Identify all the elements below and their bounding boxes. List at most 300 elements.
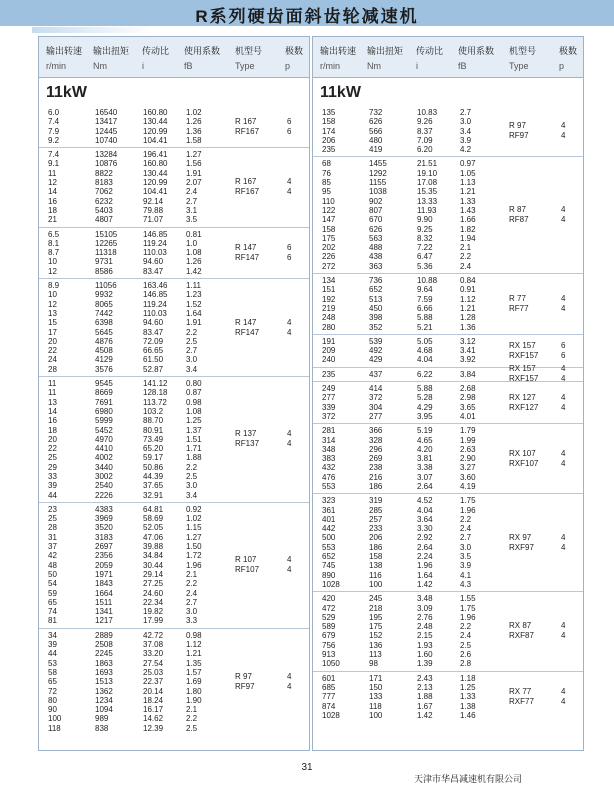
poles-cell: [561, 341, 565, 361]
cell-factor: 2.4: [460, 631, 472, 641]
cell-ratio: 50.86: [143, 462, 164, 472]
cell-ratio: 2.76: [417, 612, 433, 622]
header-ratio: 传动比: [142, 46, 170, 56]
cell-ratio: 6.20: [417, 145, 433, 155]
cell-ratio: 12.39: [143, 723, 164, 733]
table-row: [313, 346, 583, 355]
table-row: [39, 388, 309, 397]
cell-ratio: 71.07: [143, 215, 164, 225]
poles-value: 6: [287, 126, 292, 136]
poles-value: 4: [287, 177, 292, 187]
cell-torque: 372: [369, 393, 383, 403]
cell-ratio: 72.09: [143, 336, 164, 346]
cell-factor: 2.7: [460, 108, 472, 117]
cell-ratio: 37.65: [143, 481, 164, 491]
table-row: [39, 668, 309, 677]
table-row: [313, 187, 583, 196]
cell-factor: 3.0: [460, 117, 472, 127]
cell-torque: 238: [369, 463, 383, 473]
cell-torque: 245: [369, 594, 383, 604]
table-row: [313, 403, 583, 412]
table-row: [313, 145, 583, 154]
cell-torque: 13284: [95, 150, 118, 160]
cell-speed: 81: [48, 616, 57, 626]
cell-ratio: 5.05: [417, 336, 433, 346]
cell-factor: 0.91: [460, 285, 476, 295]
poles-value: 6: [561, 340, 566, 350]
cell-speed: 100: [48, 714, 62, 724]
type-value: RXF157: [509, 350, 539, 360]
cell-speed: 219: [322, 303, 336, 313]
cell-factor: 2.68: [460, 384, 476, 394]
cell-ratio: 3.48: [417, 594, 433, 604]
type-value: RF97: [235, 681, 255, 691]
poles-value: 4: [287, 327, 292, 337]
type-value: R 87: [509, 205, 526, 215]
cell-torque: 626: [369, 224, 383, 234]
header-type: 机型号: [235, 46, 263, 56]
cell-ratio: 1.67: [417, 701, 433, 711]
cell-factor: 1.72: [186, 551, 202, 561]
cell-speed: 209: [322, 346, 336, 356]
cell-torque: 3520: [95, 523, 113, 533]
cell-factor: 2.8: [460, 659, 472, 669]
cell-speed: 192: [322, 294, 336, 304]
poles-cell: [561, 533, 565, 553]
cell-speed: 383: [322, 454, 336, 464]
cell-speed: 16: [48, 416, 57, 426]
cell-speed: 913: [322, 650, 336, 660]
table-row: [39, 505, 309, 514]
table-row: [39, 215, 309, 224]
table-row: [39, 696, 309, 705]
cell-torque: 10876: [95, 159, 118, 169]
cell-speed: 174: [322, 126, 336, 136]
type-value: RF87: [509, 215, 529, 225]
cell-factor: 2.2: [186, 327, 198, 337]
table-row: [39, 407, 309, 416]
cell-ratio: 9.90: [417, 215, 433, 225]
type-value: RX 157: [509, 364, 536, 374]
cell-factor: 3.5: [460, 552, 472, 562]
table-row: [39, 542, 309, 551]
cell-speed: 745: [322, 561, 336, 571]
poles-value: 4: [287, 439, 292, 449]
table-row: [313, 580, 583, 589]
cell-factor: 3.41: [460, 346, 476, 356]
cell-ratio: 1.60: [417, 650, 433, 660]
cell-ratio: 160.80: [143, 159, 168, 169]
cell-factor: 1.42: [186, 266, 202, 276]
cell-speed: 777: [322, 692, 336, 702]
table-row: [39, 514, 309, 523]
cell-speed: 1028: [322, 579, 340, 589]
cell-torque: 4383: [95, 504, 113, 514]
cell-ratio: 3.38: [417, 463, 433, 473]
cell-speed: 44: [48, 490, 57, 500]
cell-torque: 100: [369, 579, 383, 589]
cell-ratio: 17.99: [143, 616, 164, 626]
header-output-torque-unit: Nm: [93, 61, 107, 71]
table-row: [313, 613, 583, 622]
cell-ratio: 39.88: [143, 542, 164, 552]
cell-torque: 2226: [95, 490, 113, 500]
cell-ratio: 58.69: [143, 514, 164, 524]
table-row: [313, 215, 583, 224]
table-row: [39, 365, 309, 374]
cell-ratio: 1.88: [417, 692, 433, 702]
table-row: [313, 631, 583, 640]
cell-factor: 3.12: [460, 336, 476, 346]
cell-torque: 4508: [95, 346, 113, 356]
poles-value: 4: [561, 374, 566, 384]
cell-factor: 1.18: [460, 673, 476, 683]
cell-torque: 7442: [95, 308, 113, 318]
poles-cell: [561, 294, 565, 314]
cell-speed: 6.0: [48, 108, 60, 117]
company-name: 天津市华昌减速机有限公司: [413, 774, 522, 784]
cell-factor: 2.2: [186, 579, 198, 589]
cell-factor: 1.71: [186, 444, 202, 454]
table-row: [39, 346, 309, 355]
cell-factor: 1.52: [186, 299, 202, 309]
cell-factor: 1.21: [460, 303, 476, 313]
cell-ratio: 88.70: [143, 416, 164, 426]
cell-ratio: 30.44: [143, 560, 164, 570]
type-cell: [509, 205, 529, 225]
cell-factor: 1.69: [186, 677, 202, 687]
table-row: [39, 150, 309, 159]
cell-ratio: 146.85: [143, 290, 168, 300]
cell-factor: 4.3: [460, 579, 472, 589]
type-value: R 77: [509, 293, 526, 303]
cell-torque: 414: [369, 384, 383, 394]
cell-factor: 1.58: [186, 135, 202, 145]
cell-ratio: 25.03: [143, 667, 164, 677]
cell-speed: 44: [48, 649, 57, 659]
cell-factor: 0.98: [186, 630, 202, 640]
type-value: RF137: [235, 439, 260, 449]
cell-speed: 25: [48, 514, 57, 524]
cell-ratio: 5.19: [417, 426, 433, 436]
cell-ratio: 2.64: [417, 481, 433, 491]
cell-torque: 8586: [95, 266, 113, 276]
table-row: [313, 445, 583, 454]
cell-ratio: 146.85: [143, 229, 168, 239]
table-row: [39, 453, 309, 462]
poles-value: 4: [561, 205, 566, 215]
cell-torque: 450: [369, 303, 383, 313]
cell-torque: 2059: [95, 560, 113, 570]
cell-torque: 1863: [95, 658, 113, 668]
cell-torque: 206: [369, 533, 383, 543]
cell-factor: 1.28: [460, 313, 476, 323]
header-type-unit: Type: [235, 61, 255, 71]
cell-torque: 4410: [95, 444, 113, 454]
cell-ratio: 110.03: [143, 308, 167, 318]
type-value: RX 127: [509, 392, 536, 402]
cell-factor: 1.21: [186, 649, 202, 659]
table-row: [313, 393, 583, 402]
cell-ratio: 22.34: [143, 597, 164, 607]
cell-speed: 65: [48, 597, 57, 607]
table-row: [313, 197, 583, 206]
cell-speed: 23: [48, 504, 57, 514]
cell-speed: 6.5: [48, 229, 60, 239]
cell-torque: 16540: [95, 108, 118, 117]
cell-speed: 202: [322, 243, 336, 253]
cell-ratio: 6.66: [417, 303, 433, 313]
cell-speed: 65: [48, 677, 57, 687]
cell-factor: 3.65: [460, 402, 476, 412]
cell-factor: 2.5: [186, 336, 198, 346]
cell-speed: 10: [48, 257, 57, 267]
cell-speed: 39: [48, 481, 57, 491]
cell-speed: 37: [48, 542, 57, 552]
type-value: RX 157: [509, 340, 536, 350]
cell-factor: 2.90: [460, 454, 476, 464]
cell-factor: 1.43: [460, 205, 476, 215]
cell-factor: 1.38: [460, 701, 476, 711]
table-row: [39, 551, 309, 560]
cell-ratio: 9.26: [417, 117, 433, 127]
table-row: [39, 248, 309, 257]
group-rows: [39, 377, 309, 502]
right-table-panel: [312, 36, 584, 751]
cell-factor: 1.90: [186, 695, 202, 705]
cell-torque: 2245: [95, 649, 113, 659]
cell-ratio: 3.64: [417, 514, 433, 524]
cell-factor: 1.05: [460, 168, 476, 178]
cell-speed: 18: [48, 425, 57, 435]
table-row: [39, 677, 309, 686]
cell-ratio: 21.51: [417, 159, 438, 169]
table-row: [313, 515, 583, 524]
table-row: [313, 692, 583, 701]
cell-speed: 500: [322, 533, 336, 543]
cell-factor: 1.12: [460, 294, 476, 304]
table-row: [313, 454, 583, 463]
poles-value: 4: [287, 187, 292, 197]
header-output-torque: 输出扭矩: [93, 46, 130, 56]
cell-torque: 3576: [95, 364, 113, 374]
cell-ratio: 4.68: [417, 346, 433, 356]
cell-factor: 2.63: [460, 444, 476, 454]
power-label: 11kW: [320, 84, 361, 101]
cell-torque: 1038: [369, 187, 387, 197]
table-row: [39, 579, 309, 588]
cell-torque: 4129: [95, 355, 113, 365]
cell-factor: 2.07: [186, 178, 202, 188]
cell-speed: 13: [48, 397, 57, 407]
table-row: [39, 267, 309, 276]
table-row: [39, 136, 309, 145]
cell-ratio: 103.2: [143, 406, 164, 416]
table-row: [313, 674, 583, 683]
table-row: [313, 313, 583, 322]
cell-ratio: 2.13: [417, 682, 433, 692]
cell-speed: 12: [48, 299, 57, 309]
cell-torque: 3969: [95, 514, 113, 524]
cell-torque: 1664: [95, 588, 113, 598]
cell-ratio: 66.65: [143, 346, 164, 356]
cell-factor: 2.1: [186, 705, 198, 715]
cell-factor: 2.2: [460, 514, 472, 524]
cell-speed: 14: [48, 406, 57, 416]
type-cell: [235, 672, 255, 692]
table-row: [39, 687, 309, 696]
table-row: [313, 169, 583, 178]
type-cell: [235, 318, 259, 338]
table-group: [313, 334, 583, 367]
cell-ratio: 94.60: [143, 318, 164, 328]
cell-speed: 15: [48, 318, 57, 328]
cell-torque: 6232: [95, 196, 113, 206]
cell-torque: 5645: [95, 327, 113, 337]
cell-factor: 1.99: [460, 435, 476, 445]
table-row: [313, 426, 583, 435]
cell-speed: 33: [48, 471, 57, 481]
cell-ratio: 19.10: [417, 168, 438, 178]
cell-ratio: 83.47: [143, 266, 164, 276]
cell-torque: 116: [369, 570, 382, 580]
cell-factor: 3.60: [460, 472, 476, 482]
cell-speed: 25: [48, 453, 57, 463]
cell-torque: 513: [369, 294, 383, 304]
cell-factor: 1.33: [460, 196, 476, 206]
cell-torque: 352: [369, 322, 383, 332]
cell-factor: 1.33: [460, 692, 476, 702]
cell-factor: 1.26: [186, 117, 202, 127]
cell-factor: 1.12: [186, 640, 202, 650]
cell-torque: 566: [369, 126, 383, 136]
cell-ratio: 5.88: [417, 384, 433, 394]
group-rows: [313, 368, 583, 381]
cell-factor: 1.13: [460, 178, 476, 188]
cell-ratio: 29.14: [143, 569, 164, 579]
cell-speed: 890: [322, 570, 336, 580]
cell-ratio: 73.49: [143, 434, 164, 444]
table-row: [313, 295, 583, 304]
cell-ratio: 110.03: [143, 248, 167, 258]
table-row: [313, 641, 583, 650]
cell-factor: 1.75: [460, 496, 476, 506]
cell-torque: 3183: [95, 532, 113, 542]
table-row: [39, 570, 309, 579]
cell-torque: 9545: [95, 379, 113, 389]
cell-ratio: 5.28: [417, 393, 433, 403]
cell-torque: 218: [369, 603, 383, 613]
cell-ratio: 92.14: [143, 196, 164, 206]
cell-speed: 9.2: [48, 135, 60, 145]
cell-torque: 838: [95, 723, 109, 733]
cell-factor: 2.6: [460, 650, 472, 660]
cell-torque: 12445: [95, 126, 118, 136]
cell-speed: 553: [322, 542, 336, 552]
cell-factor: 1.91: [186, 318, 202, 328]
table-group: [313, 493, 583, 591]
cell-ratio: 32.91: [143, 490, 164, 500]
poles-value: 6: [287, 252, 292, 262]
cell-factor: 2.5: [460, 640, 472, 650]
cell-ratio: 9.25: [417, 224, 433, 234]
power-label: 11kW: [46, 84, 87, 101]
table-row: [313, 436, 583, 445]
poles-value: 4: [561, 303, 566, 313]
cell-factor: 0.92: [186, 504, 202, 514]
cell-torque: 4970: [95, 434, 113, 444]
table-row: [313, 622, 583, 631]
table-row: [39, 640, 309, 649]
type-value: R 107: [235, 555, 257, 565]
table-row: [313, 262, 583, 271]
cell-speed: 158: [322, 224, 336, 234]
cell-torque: 9932: [95, 290, 113, 300]
table-row: [313, 702, 583, 711]
cell-speed: 20: [48, 434, 57, 444]
cell-ratio: 14.62: [143, 714, 164, 724]
cell-torque: 480: [369, 135, 383, 145]
cell-ratio: 2.43: [417, 673, 433, 683]
header-service-factor-unit: fB: [184, 61, 193, 71]
cell-ratio: 17.08: [417, 178, 438, 188]
cell-ratio: 34.84: [143, 551, 164, 561]
cell-speed: 72: [48, 686, 57, 696]
cell-torque: 807: [369, 205, 383, 215]
poles-value: 4: [561, 402, 566, 412]
table-row: [39, 197, 309, 206]
cell-ratio: 33.20: [143, 649, 164, 659]
cell-ratio: 9.64: [417, 285, 433, 295]
cell-speed: 76: [322, 168, 331, 178]
table-row: [313, 543, 583, 552]
cell-ratio: 104.41: [143, 187, 168, 197]
table-row: [313, 604, 583, 613]
cell-speed: 11: [48, 388, 57, 398]
cell-factor: 3.0: [460, 542, 472, 552]
cell-ratio: 104.41: [143, 135, 168, 145]
group-rows: [39, 106, 309, 147]
cell-factor: 1.96: [186, 560, 202, 570]
header-poles-unit: p: [559, 61, 565, 71]
cell-ratio: 7.22: [417, 243, 433, 253]
poles-value: 4: [287, 671, 292, 681]
header-output-torque: 输出扭矩: [367, 46, 404, 56]
table-row: [313, 159, 583, 168]
type-value: RXF127: [509, 402, 539, 412]
cell-factor: 1.79: [460, 426, 476, 436]
cell-torque: 152: [369, 631, 383, 641]
cell-speed: 361: [322, 505, 336, 515]
poles-value: 4: [561, 696, 566, 706]
cell-ratio: 65.20: [143, 444, 164, 454]
poles-value: 4: [561, 392, 566, 402]
table-row: [313, 117, 583, 126]
cell-ratio: 1.39: [417, 659, 433, 669]
cell-speed: 529: [322, 612, 336, 622]
cell-speed: 134: [322, 276, 336, 286]
cell-torque: 1513: [95, 677, 113, 687]
cell-torque: 419: [369, 145, 383, 155]
cell-torque: 652: [369, 285, 383, 295]
cell-speed: 372: [322, 411, 336, 421]
cell-factor: 2.4: [186, 187, 198, 197]
cell-speed: 553: [322, 481, 336, 491]
table-row: [39, 355, 309, 364]
decorative-band: [32, 27, 152, 33]
cell-ratio: 11.93: [417, 205, 437, 215]
cell-speed: 339: [322, 402, 336, 412]
